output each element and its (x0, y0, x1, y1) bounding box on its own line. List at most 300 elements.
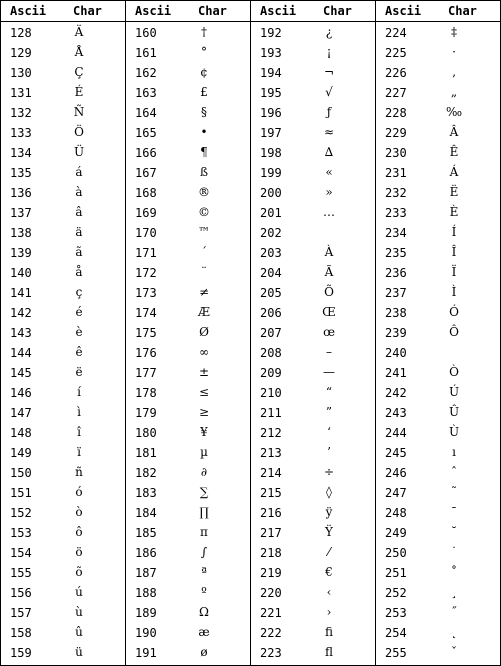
ascii-code: 215 (260, 486, 282, 500)
ascii-code: 160 (135, 26, 157, 40)
ascii-code: 147 (10, 406, 32, 420)
ascii-code: 172 (135, 266, 157, 280)
table-row (1, 82, 125, 102)
table-row (126, 382, 250, 402)
table-row (251, 342, 375, 362)
ascii-code: 142 (10, 306, 32, 320)
ascii-code: 165 (135, 126, 157, 140)
table-row (126, 542, 250, 562)
table-row (126, 262, 250, 282)
ascii-code: 179 (135, 406, 157, 420)
ascii-code: 148 (10, 426, 32, 440)
table-row (1, 502, 125, 522)
char-glyph: Í (451, 225, 457, 239)
table-row (376, 182, 500, 202)
table-row (376, 82, 500, 102)
block-rows (1, 22, 125, 662)
ascii-code: 246 (385, 466, 407, 480)
char-glyph: Õ (324, 285, 334, 299)
ascii-code: 171 (135, 246, 157, 260)
table-row (1, 622, 125, 642)
ascii-code: 163 (135, 86, 157, 100)
ascii-code: 200 (260, 186, 282, 200)
char-glyph: π (200, 525, 208, 539)
char-glyph: Â (449, 125, 459, 139)
char-glyph: ” (325, 405, 333, 419)
char-glyph: ﬁ (324, 625, 333, 639)
char-glyph: À (324, 245, 334, 259)
char-glyph: ‹ (326, 585, 332, 599)
char-glyph: £ (200, 85, 208, 99)
ascii-code: 201 (260, 206, 282, 220)
ascii-code: 156 (10, 586, 32, 600)
char-glyph: î (77, 425, 81, 439)
ascii-code: 181 (135, 446, 157, 460)
table-row (376, 302, 500, 322)
table-row (376, 382, 500, 402)
ascii-code: 235 (385, 246, 407, 260)
ascii-code: 198 (260, 146, 282, 160)
table-row (126, 102, 250, 122)
char-glyph: ˇ (451, 645, 457, 659)
table-row (1, 182, 125, 202)
char-glyph: Ø (199, 325, 209, 339)
char-glyph: à (75, 185, 83, 199)
ascii-code: 255 (385, 646, 407, 660)
table-block (126, 1, 251, 665)
ascii-code: 196 (260, 106, 282, 120)
char-glyph: û (75, 625, 83, 639)
char-glyph: ¨ (201, 265, 207, 279)
ascii-code: 228 (385, 106, 407, 120)
table-row (251, 182, 375, 202)
char-glyph: ÷ (323, 465, 335, 479)
ascii-code: 180 (135, 426, 157, 440)
table-row (126, 142, 250, 162)
header-char: Char (323, 4, 352, 18)
ascii-code: 152 (10, 506, 32, 520)
ascii-code: 153 (10, 526, 32, 540)
char-glyph: Å (74, 45, 84, 59)
ascii-code: 131 (10, 86, 32, 100)
char-glyph: ¢ (200, 65, 208, 79)
char-glyph: ˘ (451, 525, 457, 539)
table-row (376, 122, 500, 142)
ascii-code: 223 (260, 646, 282, 660)
char-glyph: Ö (74, 125, 84, 139)
char-glyph: Ä (74, 25, 84, 39)
table-row (251, 262, 375, 282)
char-glyph: Ç (74, 65, 84, 79)
char-glyph: Ô (449, 325, 459, 339)
ascii-code: 232 (385, 186, 407, 200)
ascii-code: 195 (260, 86, 282, 100)
char-glyph: Ÿ (325, 525, 333, 539)
char-glyph: ∂ (200, 465, 208, 479)
table-row (1, 582, 125, 602)
ascii-code: 139 (10, 246, 32, 260)
char-glyph: ü (75, 645, 83, 659)
char-glyph: Ó (449, 305, 459, 319)
block-rows (126, 22, 250, 662)
ascii-code: 178 (135, 386, 157, 400)
table-row (126, 22, 250, 42)
table-row (1, 262, 125, 282)
ascii-code: 252 (385, 586, 407, 600)
ascii-code: 227 (385, 86, 407, 100)
table-row (1, 602, 125, 622)
ascii-code: 189 (135, 606, 157, 620)
ascii-code: 149 (10, 446, 32, 460)
char-glyph: √ (325, 85, 333, 99)
char-glyph: Á (449, 165, 459, 179)
char-glyph: ä (75, 225, 83, 239)
table-row (1, 142, 125, 162)
ascii-code: 158 (10, 626, 32, 640)
table-row (251, 602, 375, 622)
char-glyph: ≤ (198, 385, 210, 399)
table-row (126, 522, 250, 542)
char-glyph: ´ (201, 245, 207, 259)
char-glyph: µ (200, 445, 208, 459)
char-glyph: † (201, 25, 207, 39)
table-row (126, 42, 250, 62)
table-row (376, 322, 500, 342)
table-row (251, 442, 375, 462)
char-glyph: ƒ (326, 105, 332, 119)
ascii-code: 182 (135, 466, 157, 480)
table-block (376, 1, 500, 665)
table-row (376, 482, 500, 502)
table-row (126, 322, 250, 342)
table-row (1, 402, 125, 422)
char-glyph: ∆ (324, 145, 334, 159)
char-glyph: œ (323, 325, 335, 339)
ascii-code: 253 (385, 606, 407, 620)
table-row (1, 242, 125, 262)
table-row (1, 442, 125, 462)
header-char: Char (73, 4, 102, 18)
ascii-code: 216 (260, 506, 282, 520)
table-row (376, 342, 500, 362)
ascii-code: 202 (260, 226, 282, 240)
table-row (376, 582, 500, 602)
ascii-code: 210 (260, 386, 282, 400)
table-row (251, 162, 375, 182)
table-row (251, 202, 375, 222)
table-row (1, 382, 125, 402)
ascii-code: 249 (385, 526, 407, 540)
char-glyph: ˜ (451, 485, 457, 499)
char-glyph: ø (200, 645, 208, 659)
char-glyph: ± (198, 365, 210, 379)
ascii-code: 162 (135, 66, 157, 80)
table-row (376, 362, 500, 382)
ascii-code: 237 (385, 286, 407, 300)
header-ascii: Ascii (135, 4, 172, 18)
char-glyph: Ã (324, 265, 334, 279)
table-row (251, 322, 375, 342)
char-glyph: ó (75, 485, 83, 499)
char-glyph: å (75, 265, 83, 279)
ascii-code: 130 (10, 66, 32, 80)
ascii-code: 206 (260, 306, 282, 320)
char-glyph: ¡ (326, 45, 332, 59)
table-row (376, 602, 500, 622)
ascii-code: 212 (260, 426, 282, 440)
table-row (251, 542, 375, 562)
ascii-code: 254 (385, 626, 407, 640)
ascii-code: 194 (260, 66, 282, 80)
ascii-code: 203 (260, 246, 282, 260)
char-glyph: Ω (199, 605, 209, 619)
table-row (376, 162, 500, 182)
table-row (251, 362, 375, 382)
ascii-code: 230 (385, 146, 407, 160)
char-glyph: € (325, 565, 333, 579)
char-glyph: ß (199, 165, 208, 179)
ascii-code: 244 (385, 426, 407, 440)
char-glyph: é (75, 305, 83, 319)
ascii-code: 222 (260, 626, 282, 640)
ascii-code: 167 (135, 166, 157, 180)
ascii-code: 132 (10, 106, 32, 120)
char-glyph: ú (75, 585, 83, 599)
char-glyph: ò (75, 505, 83, 519)
ascii-code: 219 (260, 566, 282, 580)
ascii-code: 150 (10, 466, 32, 480)
ascii-code: 225 (385, 46, 407, 60)
ascii-code: 187 (135, 566, 157, 580)
ascii-code: 184 (135, 506, 157, 520)
ascii-code: 134 (10, 146, 32, 160)
ascii-code: 209 (260, 366, 282, 380)
char-glyph: © (198, 205, 210, 219)
char-glyph: ∑ (199, 485, 209, 499)
table-row (376, 102, 500, 122)
table-header (126, 1, 250, 22)
char-glyph: Ù (448, 425, 460, 439)
table-row (251, 22, 375, 42)
table-row (376, 542, 500, 562)
char-glyph: ï (77, 445, 81, 459)
table-row (251, 382, 375, 402)
char-glyph: ê (75, 345, 83, 359)
char-glyph: – (326, 345, 332, 359)
table-row (126, 442, 250, 462)
ascii-code: 224 (385, 26, 407, 40)
block-rows (376, 22, 500, 662)
table-row (126, 242, 250, 262)
header-ascii: Ascii (10, 4, 47, 18)
char-glyph: · (452, 45, 456, 59)
table-row (1, 122, 125, 142)
char-glyph: « (325, 165, 333, 179)
table-row (126, 462, 250, 482)
table-row (251, 222, 375, 242)
table-row (126, 162, 250, 182)
table-row (376, 442, 500, 462)
char-glyph: ≠ (198, 285, 210, 299)
table-row (1, 462, 125, 482)
ascii-code: 170 (135, 226, 157, 240)
ascii-code: 174 (135, 306, 157, 320)
table-row (1, 482, 125, 502)
ascii-code: 185 (135, 526, 157, 540)
ascii-code: 213 (260, 446, 282, 460)
ascii-code: 143 (10, 326, 32, 340)
ascii-code: 218 (260, 546, 282, 560)
table-row (376, 622, 500, 642)
char-glyph: ô (75, 525, 83, 539)
char-glyph: Ì (451, 285, 457, 299)
char-glyph: ™ (198, 225, 210, 239)
char-glyph: ã (75, 245, 83, 259)
table-row (126, 122, 250, 142)
ascii-code: 208 (260, 346, 282, 360)
ascii-code: 175 (135, 326, 157, 340)
table-header (251, 1, 375, 22)
char-glyph: ˚ (451, 565, 457, 579)
table-row (251, 522, 375, 542)
table-row (126, 482, 250, 502)
char-glyph: Ú (448, 385, 460, 399)
ascii-code: 250 (385, 546, 407, 560)
ascii-code: 236 (385, 266, 407, 280)
table-row (251, 642, 375, 662)
char-glyph: ‡ (451, 25, 457, 39)
table-row (126, 302, 250, 322)
ascii-code: 144 (10, 346, 32, 360)
table-block (251, 1, 376, 665)
char-glyph: ¥ (200, 425, 208, 439)
table-row (126, 562, 250, 582)
ascii-code: 166 (135, 146, 157, 160)
char-glyph: • (200, 125, 208, 139)
table-row (251, 422, 375, 442)
header-ascii: Ascii (260, 4, 297, 18)
char-glyph: ¶ (200, 145, 208, 159)
char-glyph: “ (325, 385, 333, 399)
char-glyph: ‚ (452, 65, 456, 79)
char-glyph: ˆ (451, 465, 457, 479)
ascii-code: 176 (135, 346, 157, 360)
table-row (1, 282, 125, 302)
table-row (1, 642, 125, 662)
char-glyph: … (323, 205, 335, 219)
char-glyph: › (326, 605, 332, 619)
table-row (251, 302, 375, 322)
table-row (376, 222, 500, 242)
char-glyph: Æ (197, 305, 210, 319)
table-row (251, 42, 375, 62)
char-glyph: » (325, 185, 333, 199)
table-row (1, 422, 125, 442)
ascii-code: 245 (385, 446, 407, 460)
table-row (376, 422, 500, 442)
char-glyph: ˛ (451, 625, 457, 639)
ascii-code: 151 (10, 486, 32, 500)
ascii-code: 220 (260, 586, 282, 600)
char-glyph: ë (75, 365, 83, 379)
ascii-code: 239 (385, 326, 407, 340)
ascii-code: 133 (10, 126, 32, 140)
table-row (251, 562, 375, 582)
ascii-code: 243 (385, 406, 407, 420)
table-row (1, 62, 125, 82)
table-row (251, 62, 375, 82)
ascii-code: 141 (10, 286, 32, 300)
table-row (126, 402, 250, 422)
char-glyph: „ (450, 85, 458, 99)
char-glyph: õ (75, 565, 83, 579)
char-glyph: í (77, 385, 81, 399)
table-row (376, 42, 500, 62)
ascii-code: 199 (260, 166, 282, 180)
char-glyph: ’ (327, 445, 331, 459)
ascii-code: 221 (260, 606, 282, 620)
ascii-code: 168 (135, 186, 157, 200)
char-glyph: ≈ (323, 125, 335, 139)
ascii-code: 164 (135, 106, 157, 120)
ascii-code: 233 (385, 206, 407, 220)
ascii-code: 135 (10, 166, 32, 180)
table-row (1, 562, 125, 582)
table-row (1, 342, 125, 362)
ascii-code: 192 (260, 26, 282, 40)
table-row (126, 82, 250, 102)
table-row (376, 502, 500, 522)
table-row (251, 482, 375, 502)
char-glyph: ˝ (451, 605, 457, 619)
ascii-code: 231 (385, 166, 407, 180)
table-row (126, 62, 250, 82)
table-row (126, 502, 250, 522)
ascii-code: 140 (10, 266, 32, 280)
table-row (1, 202, 125, 222)
ascii-code: 173 (135, 286, 157, 300)
table-row (126, 182, 250, 202)
ascii-code: 197 (260, 126, 282, 140)
ascii-code: 240 (385, 346, 407, 360)
table-row (1, 222, 125, 242)
char-glyph: ÿ (325, 505, 333, 519)
char-glyph: ¸ (451, 585, 457, 599)
char-glyph: Ñ (73, 105, 85, 119)
char-glyph: Ò (449, 365, 459, 379)
char-glyph: ◊ (326, 485, 332, 499)
ascii-code: 204 (260, 266, 282, 280)
ascii-code: 217 (260, 526, 282, 540)
ascii-code: 205 (260, 286, 282, 300)
ascii-code: 234 (385, 226, 407, 240)
char-glyph: ì (77, 405, 81, 419)
table-row (251, 502, 375, 522)
table-row (126, 342, 250, 362)
ascii-code: 242 (385, 386, 407, 400)
char-glyph: ∫ (200, 545, 208, 559)
ascii-code: 128 (10, 26, 32, 40)
table-row (376, 462, 500, 482)
table-row (376, 22, 500, 42)
table-row (376, 642, 500, 662)
char-glyph: ı (452, 445, 456, 459)
char-glyph: º (201, 585, 207, 599)
char-glyph: ≥ (198, 405, 210, 419)
table-row (1, 322, 125, 342)
table-row (376, 142, 500, 162)
table-row (1, 362, 125, 382)
